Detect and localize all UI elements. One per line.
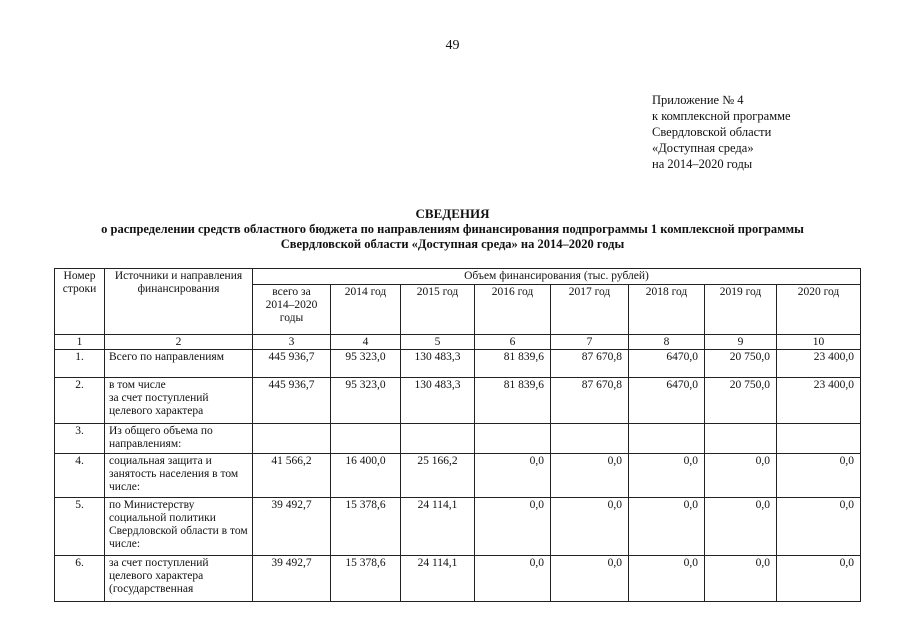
cell-value: 81 839,6 [475, 378, 551, 424]
header-sources: Источники и направления финансирования [105, 269, 253, 335]
row-number: 3. [55, 424, 105, 454]
column-number: 1 [55, 335, 105, 350]
header-year: 2015 год [401, 285, 475, 335]
cell-value: 87 670,8 [551, 378, 629, 424]
cell-value: 0,0 [551, 498, 629, 556]
cell-value: 39 492,7 [253, 556, 331, 602]
cell-value: 0,0 [777, 556, 861, 602]
row-label: в том числе за счет поступлений целевого характера [105, 378, 253, 424]
document-subtitle: о распределении средств областного бюджета по направлениям финансирования подпрограммы 1 комплексной программы Свердловской области «Доступная среда» на 2014–2020 годы [101, 222, 804, 251]
cell-value: 23 400,0 [777, 350, 861, 378]
cell-value: 95 323,0 [331, 378, 401, 424]
table-row [55, 454, 861, 498]
cell-value [777, 424, 861, 454]
cell-value [475, 424, 551, 454]
cell-value: 445 936,7 [253, 350, 331, 378]
column-number: 6 [475, 335, 551, 350]
cell-value: 0,0 [777, 454, 861, 498]
column-number: 5 [401, 335, 475, 350]
appendix-line: к комплексной программе [652, 109, 791, 123]
cell-value: 445 936,7 [253, 378, 331, 424]
header-row-number: Номер строки [55, 269, 105, 335]
cell-value [331, 424, 401, 454]
cell-value: 15 378,6 [331, 498, 401, 556]
column-number: 3 [253, 335, 331, 350]
column-number: 2 [105, 335, 253, 350]
column-number: 4 [331, 335, 401, 350]
row-number: 1. [55, 350, 105, 378]
cell-value: 24 114,1 [401, 556, 475, 602]
row-label: за счет поступлений целевого характера (государственная [105, 556, 253, 602]
document-title: СВЕДЕНИЯ [415, 206, 490, 221]
row-label: по Министерству социальной политики Свердловской области в том числе: [105, 498, 253, 556]
cell-value: 0,0 [629, 454, 705, 498]
cell-value: 95 323,0 [331, 350, 401, 378]
column-number: 9 [705, 335, 777, 350]
header-year: 2017 год [551, 285, 629, 335]
cell-value: 0,0 [705, 454, 777, 498]
column-number: 7 [551, 335, 629, 350]
cell-value: 15 378,6 [331, 556, 401, 602]
header-year: 2020 год [777, 285, 861, 335]
appendix-line: на 2014–2020 годы [652, 157, 753, 171]
cell-value: 0,0 [551, 454, 629, 498]
header-year: 2019 год [705, 285, 777, 335]
cell-value [629, 424, 705, 454]
cell-value: 20 750,0 [705, 350, 777, 378]
cell-value: 0,0 [475, 556, 551, 602]
cell-value [551, 424, 629, 454]
row-label: Всего по направлениям [105, 350, 253, 378]
header-year: 2018 год [629, 285, 705, 335]
table-row [55, 424, 861, 454]
row-number: 2. [55, 378, 105, 424]
header-total: всего за 2014–2020 годы [253, 285, 331, 335]
header-year: 2014 год [331, 285, 401, 335]
cell-value [705, 424, 777, 454]
cell-value: 0,0 [629, 556, 705, 602]
appendix-note [652, 92, 791, 172]
cell-value: 25 166,2 [401, 454, 475, 498]
cell-value: 16 400,0 [331, 454, 401, 498]
row-label: Из общего объема по направлениям: [105, 424, 253, 454]
cell-value: 81 839,6 [475, 350, 551, 378]
table-row [55, 498, 861, 556]
cell-value: 41 566,2 [253, 454, 331, 498]
cell-value: 0,0 [705, 556, 777, 602]
cell-value: 0,0 [629, 498, 705, 556]
cell-value: 23 400,0 [777, 378, 861, 424]
cell-value: 0,0 [705, 498, 777, 556]
row-number: 6. [55, 556, 105, 602]
row-label: социальная защита и занятость населения в том числе: [105, 454, 253, 498]
cell-value [253, 424, 331, 454]
cell-value [401, 424, 475, 454]
appendix-line: Приложение № 4 [652, 93, 744, 107]
appendix-line: «Доступная среда» [652, 141, 754, 155]
header-volume: Объем финансирования (тыс. рублей) [253, 269, 861, 285]
cell-value: 20 750,0 [705, 378, 777, 424]
column-number: 10 [777, 335, 861, 350]
cell-value: 24 114,1 [401, 498, 475, 556]
row-number: 4. [55, 454, 105, 498]
cell-value: 130 483,3 [401, 378, 475, 424]
cell-value: 0,0 [551, 556, 629, 602]
financing-table [54, 268, 861, 602]
cell-value: 130 483,3 [401, 350, 475, 378]
cell-value: 0,0 [777, 498, 861, 556]
cell-value: 0,0 [475, 454, 551, 498]
table-row [55, 378, 861, 424]
cell-value: 6470,0 [629, 350, 705, 378]
cell-value: 39 492,7 [253, 498, 331, 556]
cell-value: 6470,0 [629, 378, 705, 424]
page-number: 49 [445, 38, 460, 53]
row-number: 5. [55, 498, 105, 556]
appendix-line: Свердловской области [652, 125, 772, 139]
header-year: 2016 год [475, 285, 551, 335]
cell-value: 0,0 [475, 498, 551, 556]
table-row [55, 350, 861, 378]
cell-value: 87 670,8 [551, 350, 629, 378]
table-row [55, 556, 861, 602]
column-number: 8 [629, 335, 705, 350]
